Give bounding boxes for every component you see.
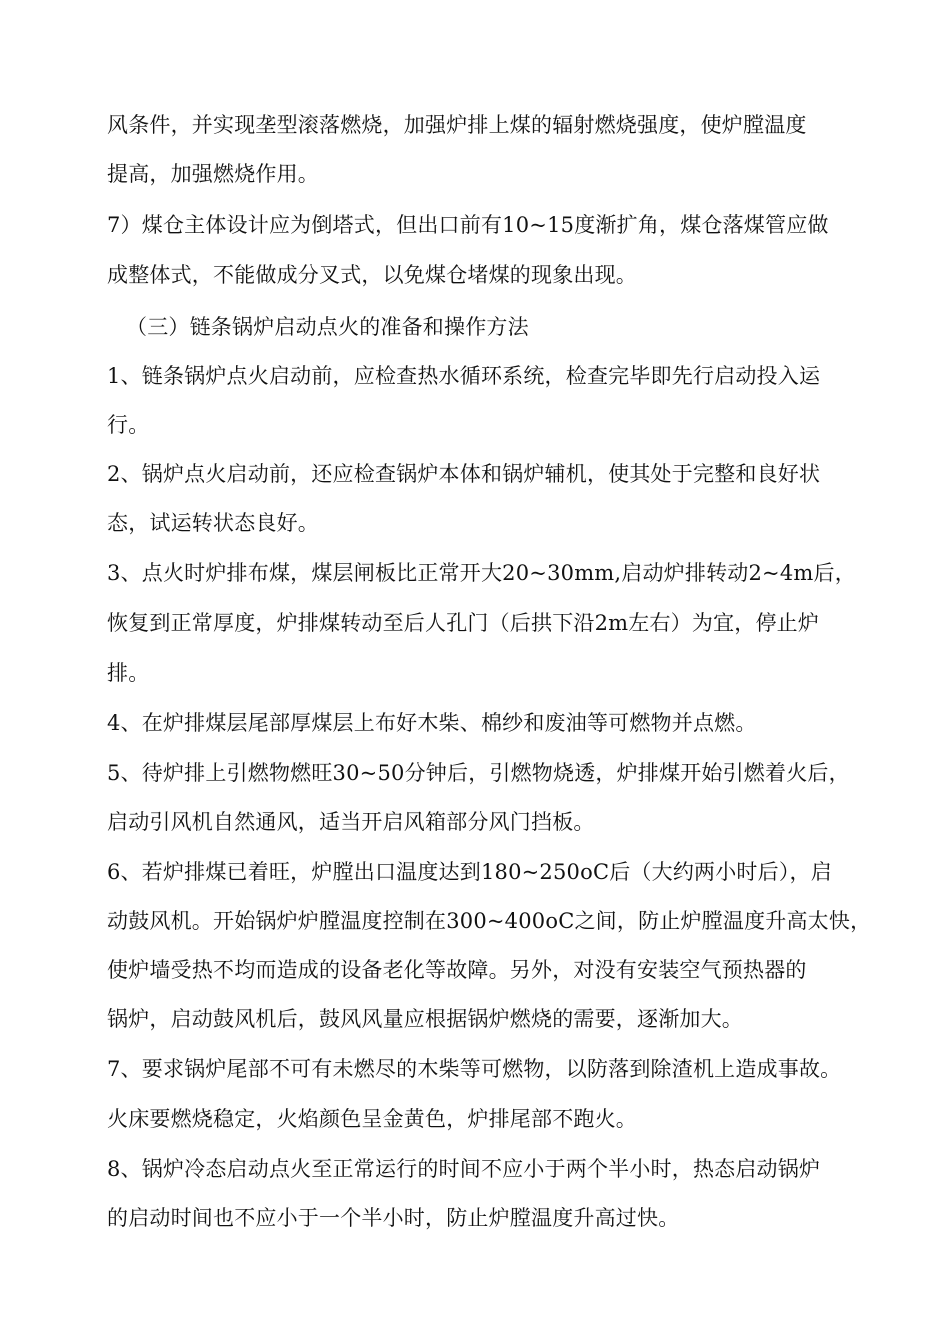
text-line: 3、点火时炉排布煤，煤层闸板比正常开大20~30mm,启动炉排转动2~4m后， [107,561,856,585]
text-line: 态，试运转状态良好。 [107,511,319,535]
text-line: 6、若炉排煤已着旺，炉膛出口温度达到180~250oC后（大约两小时后），启 [107,860,832,884]
text-line: 2、锅炉点火启动前，还应检查锅炉本体和锅炉辅机，使其处于完整和良好状 [107,462,821,486]
text-line: 8、锅炉冷态启动点火至正常运行的时间不应小于两个半小时，热态启动锅炉 [107,1157,821,1181]
text-line: 5、待炉排上引燃物燃旺30~50分钟后，引燃物烧透，炉排煤开始引燃着火后， [107,761,850,785]
text-line: 启动引风机自然通风，适当开启风箱部分风门挡板。 [107,810,595,834]
text-line: 使炉墙受热不均而造成的设备老化等故障。另外，对没有安装空气预热器的 [107,958,807,982]
text-line: 锅炉，启动鼓风机后，鼓风风量应根据锅炉燃烧的需要，逐渐加大。 [107,1007,743,1031]
text-line: 成整体式，不能做成分叉式，以免煤仓堵煤的现象出现。 [107,263,637,287]
text-line: 1、链条锅炉点火启动前，应检查热水循环系统，检查完毕即先行启动投入运 [107,364,821,388]
text-line: 7）煤仓主体设计应为倒塔式，但出口前有10~15度渐扩角，煤仓落煤管应做 [107,213,829,237]
text-line: 4、在炉排煤层尾部厚煤层上布好木柴、棉纱和废油等可燃物并点燃。 [107,711,757,735]
text-line: 动鼓风机。开始锅炉炉膛温度控制在300~400oC之间，防止炉膛温度升高太快， [107,909,872,933]
text-line: 7、要求锅炉尾部不可有未燃尽的木柴等可燃物，以防落到除渣机上造成事故。 [107,1057,842,1081]
text-line: 火床要燃烧稳定，火焰颜色呈金黄色，炉排尾部不跑火。 [107,1107,637,1131]
text-line: 行。 [107,413,150,437]
text-line: 排。 [107,661,150,685]
text-line: 提高，加强燃烧作用。 [107,162,319,186]
text-line: 的启动时间也不应小于一个半小时，防止炉膛温度升高过快。 [107,1206,680,1230]
text-line: 风条件，并实现垄型滚落燃烧，加强炉排上煤的辐射燃烧强度，使炉膛温度 [107,113,807,137]
section-heading: （三）链条锅炉启动点火的准备和操作方法 [126,315,529,339]
text-line: 恢复到正常厚度，炉排煤转动至后人孔门（后拱下沿2m左右）为宜，停止炉 [107,611,820,635]
